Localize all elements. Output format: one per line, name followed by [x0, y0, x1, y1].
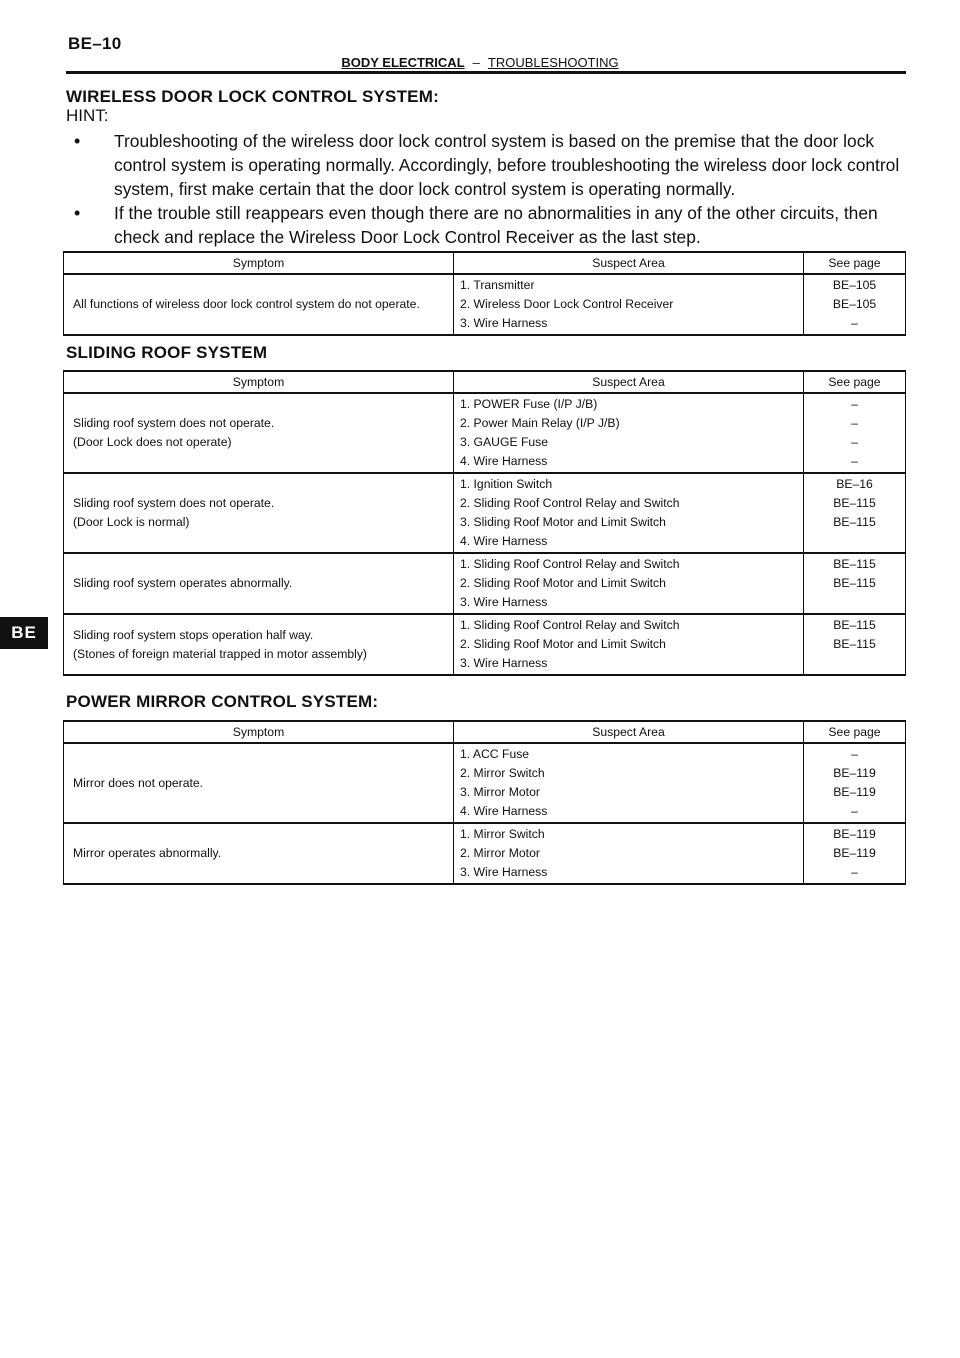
symptom-line: (Door Lock is normal)	[73, 515, 190, 529]
symptom-line: Sliding roof system does not operate.	[73, 416, 275, 430]
hint-item	[66, 201, 911, 249]
symptom-line: Sliding roof system stops operation half way.	[73, 627, 314, 642]
symptom-cell	[64, 743, 454, 823]
table-row	[64, 473, 906, 553]
suspect-area-column-header: Suspect Area	[454, 721, 804, 743]
section-name: BODY ELECTRICAL	[341, 55, 465, 70]
page-number: BE–10	[68, 34, 122, 53]
hint-list	[66, 129, 911, 249]
hint-item	[66, 129, 911, 201]
page-reference: –	[851, 747, 858, 761]
see-page-cell	[804, 393, 906, 473]
suspect-area-cell	[454, 274, 804, 335]
page-reference: –	[851, 316, 858, 330]
page-reference: BE–115	[833, 618, 876, 632]
suspect-area-item: 4. Wire Harness	[460, 804, 548, 818]
wireless-section-title: WIRELESS DOOR LOCK CONTROL SYSTEM:	[66, 87, 439, 106]
suspect-area-cell	[454, 743, 804, 823]
symptom-line: (Door Lock does not operate)	[73, 435, 232, 449]
table-row	[64, 743, 906, 823]
page-reference: –	[851, 804, 858, 818]
symptom-line: (Stones of foreign material trapped in motor assembly)	[73, 646, 367, 661]
table-row	[64, 823, 906, 884]
table-row	[64, 274, 906, 335]
suspect-area-cell	[454, 553, 804, 614]
table-header-row	[64, 371, 906, 393]
suspect-area-item: 4. Wire Harness	[460, 534, 548, 548]
page-reference: –	[851, 865, 858, 879]
hint-text: If the trouble still reappears even though there are no abnormalities in any of the other circuits, then check and replace the Wireless Door Lock Control Receiver as the last step.	[114, 203, 878, 247]
symptom-column-header: Symptom	[64, 252, 454, 274]
page-reference: BE–119	[833, 827, 876, 841]
suspect-area-item: 3. Mirror Motor	[460, 785, 540, 799]
suspect-area-item: 3. GAUGE Fuse	[460, 435, 549, 449]
symptom-line: Mirror operates abnormally.	[73, 846, 222, 860]
page-reference: BE–119	[833, 785, 876, 799]
page-reference	[810, 532, 899, 551]
suspect-area-item: 2. Sliding Roof Motor and Limit Switch	[460, 576, 666, 590]
see-page-column-header: See page	[804, 252, 906, 274]
bullet-icon: •	[74, 203, 81, 223]
suspect-area-item: 1. Sliding Roof Control Relay and Switch	[460, 557, 680, 571]
symptom-line: Sliding roof system operates abnormally.	[73, 576, 293, 590]
suspect-area-item: 2. Sliding Roof Control Relay and Switch	[460, 496, 680, 510]
page-reference: –	[851, 435, 858, 449]
suspect-area-cell	[454, 473, 804, 553]
power-mirror-section-title: POWER MIRROR CONTROL SYSTEM:	[66, 692, 379, 711]
page-reference: –	[851, 397, 858, 411]
page-reference: BE–115	[833, 637, 876, 651]
symptom-cell	[64, 614, 454, 675]
sliding-roof-section-title: SLIDING ROOF SYSTEM	[66, 343, 268, 362]
symptom-column-header: Symptom	[64, 371, 454, 393]
page-reference: BE–115	[833, 576, 876, 590]
sliding-roof-troubleshooting-table	[63, 370, 906, 676]
header-separator: –	[472, 55, 480, 70]
header-rule	[66, 71, 906, 74]
see-page-column-header: See page	[804, 371, 906, 393]
page-reference: BE–115	[833, 515, 876, 529]
suspect-area-item: 2. Power Main Relay (I/P J/B)	[460, 416, 620, 430]
table-header-row	[64, 721, 906, 743]
suspect-area-item: 2. Mirror Switch	[460, 766, 545, 780]
see-page-cell	[804, 823, 906, 884]
symptom-cell	[64, 393, 454, 473]
suspect-area-item: 3. Wire Harness	[460, 316, 548, 330]
symptom-line: Mirror does not operate.	[73, 775, 204, 790]
suspect-area-column-header: Suspect Area	[454, 252, 804, 274]
suspect-area-column-header: Suspect Area	[454, 371, 804, 393]
suspect-area-item: 1. POWER Fuse (I/P J/B)	[460, 397, 598, 411]
table-header-row	[64, 252, 906, 274]
suspect-area-item: 1. Transmitter	[460, 278, 535, 292]
suspect-area-cell	[454, 393, 804, 473]
hint-label: HINT:	[66, 106, 109, 125]
see-page-cell	[804, 473, 906, 553]
page-reference: –	[851, 454, 858, 468]
suspect-area-item: 3. Wire Harness	[460, 656, 548, 670]
symptom-line: Sliding roof system does not operate.	[73, 496, 275, 510]
suspect-area-cell	[454, 823, 804, 884]
suspect-area-item: 2. Mirror Motor	[460, 846, 540, 860]
suspect-area-item: 2. Sliding Roof Motor and Limit Switch	[460, 637, 666, 651]
suspect-area-item: 3. Sliding Roof Motor and Limit Switch	[460, 515, 666, 529]
suspect-area-item: 4. Wire Harness	[460, 454, 548, 468]
page-reference: BE–119	[833, 766, 876, 780]
see-page-column-header: See page	[804, 721, 906, 743]
table-row	[64, 614, 906, 675]
page-reference: –	[851, 416, 858, 430]
suspect-area-item: 1. Mirror Switch	[460, 827, 545, 841]
symptom-line: All functions of wireless door lock control system do not operate.	[73, 297, 420, 311]
page-reference: BE–105	[832, 297, 877, 311]
see-page-cell	[804, 274, 906, 335]
symptom-cell	[64, 274, 454, 335]
page-reference	[810, 654, 899, 673]
page-reference: BE–105	[832, 278, 877, 292]
suspect-area-item: 1. Ignition Switch	[460, 477, 553, 491]
symptom-cell	[64, 823, 454, 884]
page-reference: BE–119	[833, 846, 876, 860]
page-reference	[810, 593, 899, 612]
suspect-area-cell	[454, 614, 804, 675]
suspect-area-item: 1. Sliding Roof Control Relay and Switch	[460, 618, 680, 632]
bullet-icon: •	[74, 131, 81, 151]
table-row	[64, 553, 906, 614]
page-reference: BE–115	[833, 557, 876, 571]
power-mirror-troubleshooting-table	[63, 720, 906, 885]
see-page-cell	[804, 553, 906, 614]
hint-text: Troubleshooting of the wireless door lock control system is based on the premise that the door lock control system is operating normally. Accordingly, before troubleshooting the wireless door lock control system, first make certain that the door lock control system is operating normally.	[114, 131, 900, 199]
subsection-name: TROUBLESHOOTING	[487, 55, 619, 70]
table-row	[64, 393, 906, 473]
section-tab-marker: BE	[0, 617, 48, 649]
running-header	[0, 55, 960, 70]
see-page-cell	[804, 743, 906, 823]
wireless-troubleshooting-table	[63, 251, 906, 336]
symptom-cell	[64, 553, 454, 614]
page-reference: BE–16	[836, 477, 873, 491]
symptom-cell	[64, 473, 454, 553]
suspect-area-item: 3. Wire Harness	[460, 865, 548, 879]
symptom-column-header: Symptom	[64, 721, 454, 743]
page-reference: BE–115	[833, 496, 876, 510]
suspect-area-item: 3. Wire Harness	[460, 595, 548, 609]
see-page-cell	[804, 614, 906, 675]
suspect-area-item: 2. Wireless Door Lock Control Receiver	[460, 297, 674, 311]
suspect-area-item: 1. ACC Fuse	[460, 747, 530, 761]
